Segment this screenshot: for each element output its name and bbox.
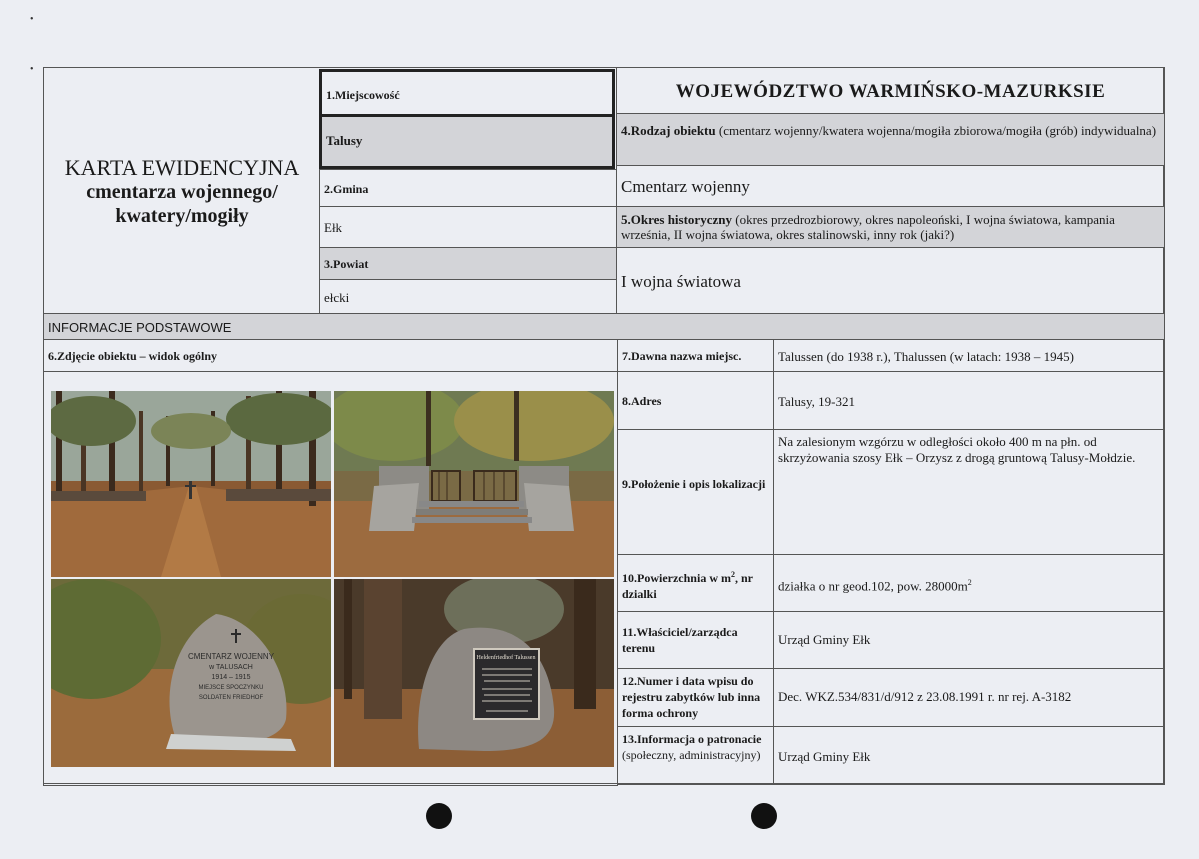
binder-hole (751, 803, 777, 829)
field-powierzchnia-label-a: 10.Powierzchnia w m (622, 571, 731, 585)
field-adres-label: 8.Adres (617, 371, 774, 430)
field-powierzchnia-label-sup: 2 (730, 570, 735, 579)
photo-plaque-stone (334, 579, 614, 767)
field-adres-value: Talusy, 19-321 (773, 371, 1165, 430)
field-rodzaj-options: (cmentarz wojenny/kwatera wojenna/mogiła zbiorowa/mogiła (grób) indywidualna) (715, 123, 1157, 138)
field-dawna-value: Talussen (do 1938 r.), Thalussen (w latach: 1938 – 1945) (773, 339, 1165, 372)
stone1-line1: CMENTARZ WOJENNY (187, 652, 275, 661)
scan-speck: • (30, 14, 34, 25)
scan-speck: • (30, 64, 34, 75)
field-powiat-label: 3.Powiat (319, 247, 617, 280)
field-okres-value: I wojna światowa (616, 247, 1165, 314)
field-rejestr-value: Dec. WKZ.534/831/d/912 z 23.08.1991 r. nr rej. A-3182 (773, 668, 1165, 727)
field-patronat-title: 13.Informacja o patronacie (622, 732, 762, 746)
field-miejscowosc-value: Talusy (319, 117, 615, 169)
field-wlasciciel-value: Urząd Gminy Ełk (773, 611, 1165, 669)
field-gmina-label: 2.Gmina (319, 169, 617, 207)
field-polozenie-label: 9.Położenie i opis lokalizacji (617, 429, 774, 555)
photo-memorial-stone-image (51, 579, 331, 767)
field-patronat-value: Urząd Gminy Ełk (773, 726, 1165, 785)
field-rodzaj-value: Cmentarz wojenny (616, 165, 1165, 207)
field-miejscowosc-label: 1.Miejscowość (319, 69, 615, 117)
photo-memorial-stone (51, 579, 331, 767)
field-wlasciciel-label: 11.Właściciel/zarządca terenu (617, 611, 774, 669)
field-patronat-options: (społeczny, administracyjny) (622, 748, 761, 762)
field-gmina-value: Ełk (319, 206, 617, 248)
stone1-line5: SOLDATEN FRIEDHOF (198, 695, 264, 701)
section-informacje-podstawowe: INFORMACJE PODSTAWOWE (43, 313, 1165, 340)
field-patronat-label (617, 726, 774, 785)
field-rodzaj-label (616, 113, 1165, 166)
binder-hole (426, 803, 452, 829)
field-okres-label (616, 206, 1165, 248)
field-zdjecie-label: 6.Zdjęcie obiektu – widok ogólny (43, 339, 618, 372)
field-rodzaj-title: 4.Rodzaj obiektu (621, 123, 716, 138)
field-powierzchnia-label (617, 554, 774, 612)
title-block (43, 67, 319, 314)
photo-cemetery-alley (51, 391, 331, 577)
field-powierzchnia-value-a: działka o nr geod.102, pow. 28000m (778, 578, 968, 594)
card-subtitle-2: kwatery/mogiły (115, 205, 249, 227)
card-subtitle-1: cmentarza wojennego/ (86, 181, 278, 203)
field-powierzchnia-value-sup: 2 (967, 578, 972, 587)
field-okres-title: 5.Okres historyczny (621, 212, 732, 227)
field-powierzchnia-value (773, 554, 1165, 612)
field-dawna-label: 7.Dawna nazwa miejsc. (617, 339, 774, 372)
photo-cemetery-gate (334, 391, 614, 577)
field-polozenie-value: Na zalesionym wzgórzu w odległości około 400 m na płn. od skrzyżowania szosy Ełk – Orzysz z drogą gruntową Talusy-Mołdzie. (773, 429, 1165, 555)
photo-area (43, 371, 618, 786)
field-okres-options: (okres przedrozbiorowy, okres napoleoński, I wojna światowa, kampania września, II wojna światowa, okres stalinowski, inny rok (jaki?) (621, 212, 1115, 242)
stone1-line3: 1914 – 1915 (211, 674, 251, 681)
stone1-line4: MIEJSCE SPOCZYNKU (198, 685, 264, 691)
stone1-line2: w TALUSACH (209, 664, 253, 671)
photo-plaque-stone-image (334, 579, 614, 767)
record-card (43, 67, 1164, 784)
photo-cemetery-alley-image (51, 391, 331, 577)
field-powierzchnia-label-b: , nr dzialki (622, 571, 753, 601)
voivodeship-header: WOJEWÓDZTWO WARMIŃSKO-MAZURKSIE (616, 67, 1165, 114)
field-powiat-value: ełcki (319, 279, 617, 314)
stone2-title: Heldenfriedhof Talussen (476, 655, 536, 661)
field-rejestr-label: 12.Numer i data wpisu do rejestru zabytków lub inna forma ochrony (617, 668, 774, 727)
card-title: KARTA EWIDENCYJNA (64, 155, 300, 180)
photo-cemetery-gate-image (334, 391, 614, 577)
